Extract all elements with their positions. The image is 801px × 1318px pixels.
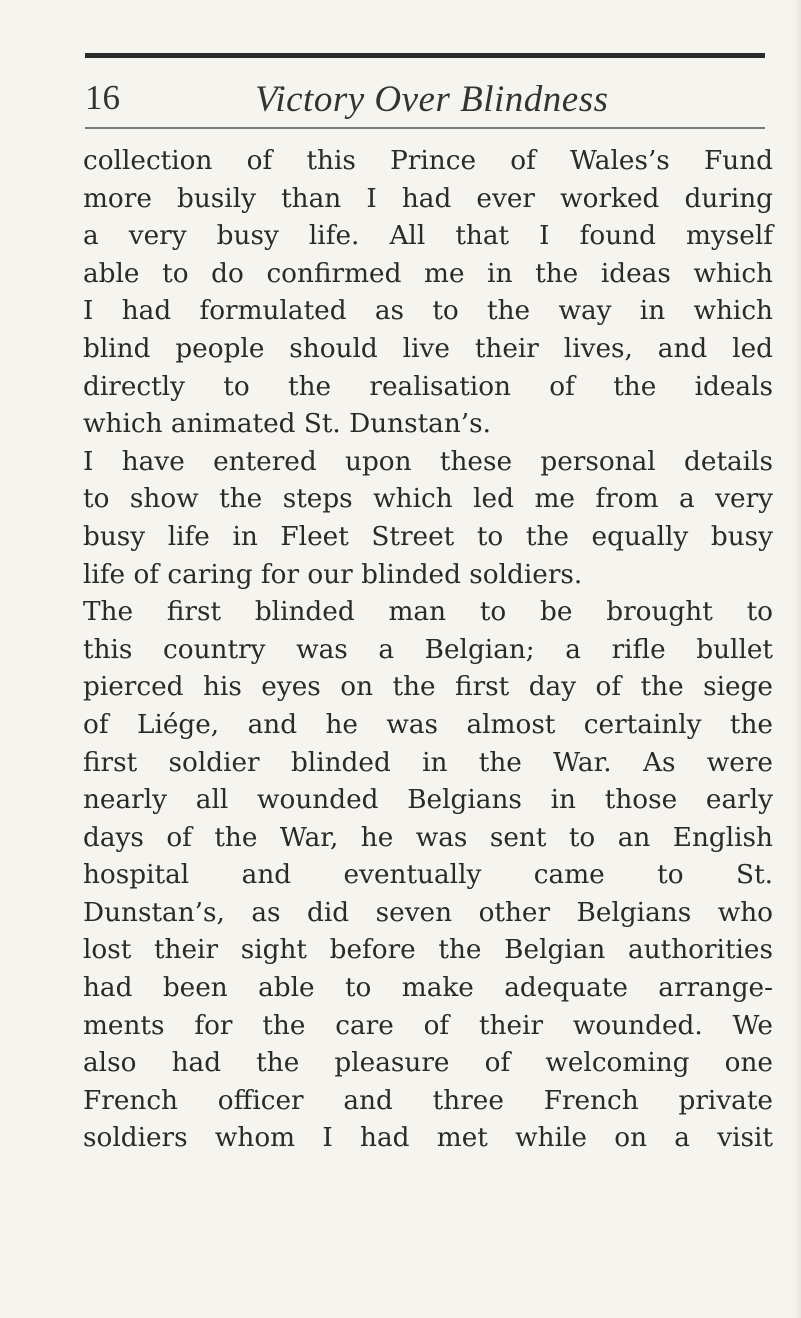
text-line: blind people should live their lives, and led xyxy=(83,333,773,364)
text-line: busy life in Fleet Street to the equally busy xyxy=(83,521,773,552)
text-line: more busily than I had ever worked during xyxy=(83,183,773,214)
text-line: first soldier blinded in the War. As were xyxy=(83,747,773,778)
text-line: which animated St. Dunstan’s. xyxy=(83,409,491,440)
text-line: hospital and eventually came to St. xyxy=(83,860,773,891)
text-line: to show the steps which led me from a very xyxy=(83,484,773,515)
text-line: nearly all wounded Belgians in those early xyxy=(83,785,773,816)
body-text xyxy=(83,143,773,1158)
text-line: had been able to make adequate arrange- xyxy=(83,973,773,1004)
text-line: The first blinded man to be brought to xyxy=(83,597,773,628)
header-bottom-rule xyxy=(85,127,765,129)
text-line: days of the War, he was sent to an English xyxy=(83,822,773,853)
text-line: Dunstan’s, as did seven other Belgians who xyxy=(83,897,773,928)
text-line: life of caring for our blinded soldiers. xyxy=(83,559,583,590)
text-line: of Liége, and he was almost certainly the xyxy=(83,709,773,740)
text-line: pierced his eyes on the first day of the siege xyxy=(83,672,773,703)
text-line: this country was a Belgian; a rifle bullet xyxy=(83,634,773,665)
page-header xyxy=(85,70,765,120)
text-line: soldiers whom I had met while on a visit xyxy=(83,1123,773,1154)
text-line: ments for the care of their wounded. We xyxy=(83,1010,773,1041)
text-line: also had the pleasure of welcoming one xyxy=(83,1048,773,1079)
header-top-rule xyxy=(85,53,765,58)
text-line: I have entered upon these personal details xyxy=(83,446,773,477)
text-line: lost their sight before the Belgian authorities xyxy=(83,935,773,966)
text-line: directly to the realisation of the ideals xyxy=(83,371,773,402)
text-line: I had formulated as to the way in which xyxy=(83,296,773,327)
text-line: collection of this Prince of Wales’s Fund xyxy=(83,146,773,176)
page-edge-shadow xyxy=(794,0,801,1318)
page-number: 16 xyxy=(85,78,120,117)
text-line: a very busy life. All that I found myself xyxy=(83,221,773,252)
text-line: able to do confirmed me in the ideas which xyxy=(83,258,773,289)
text-line: French officer and three French private xyxy=(83,1085,773,1116)
running-title: Victory Over Blindness xyxy=(255,79,609,120)
